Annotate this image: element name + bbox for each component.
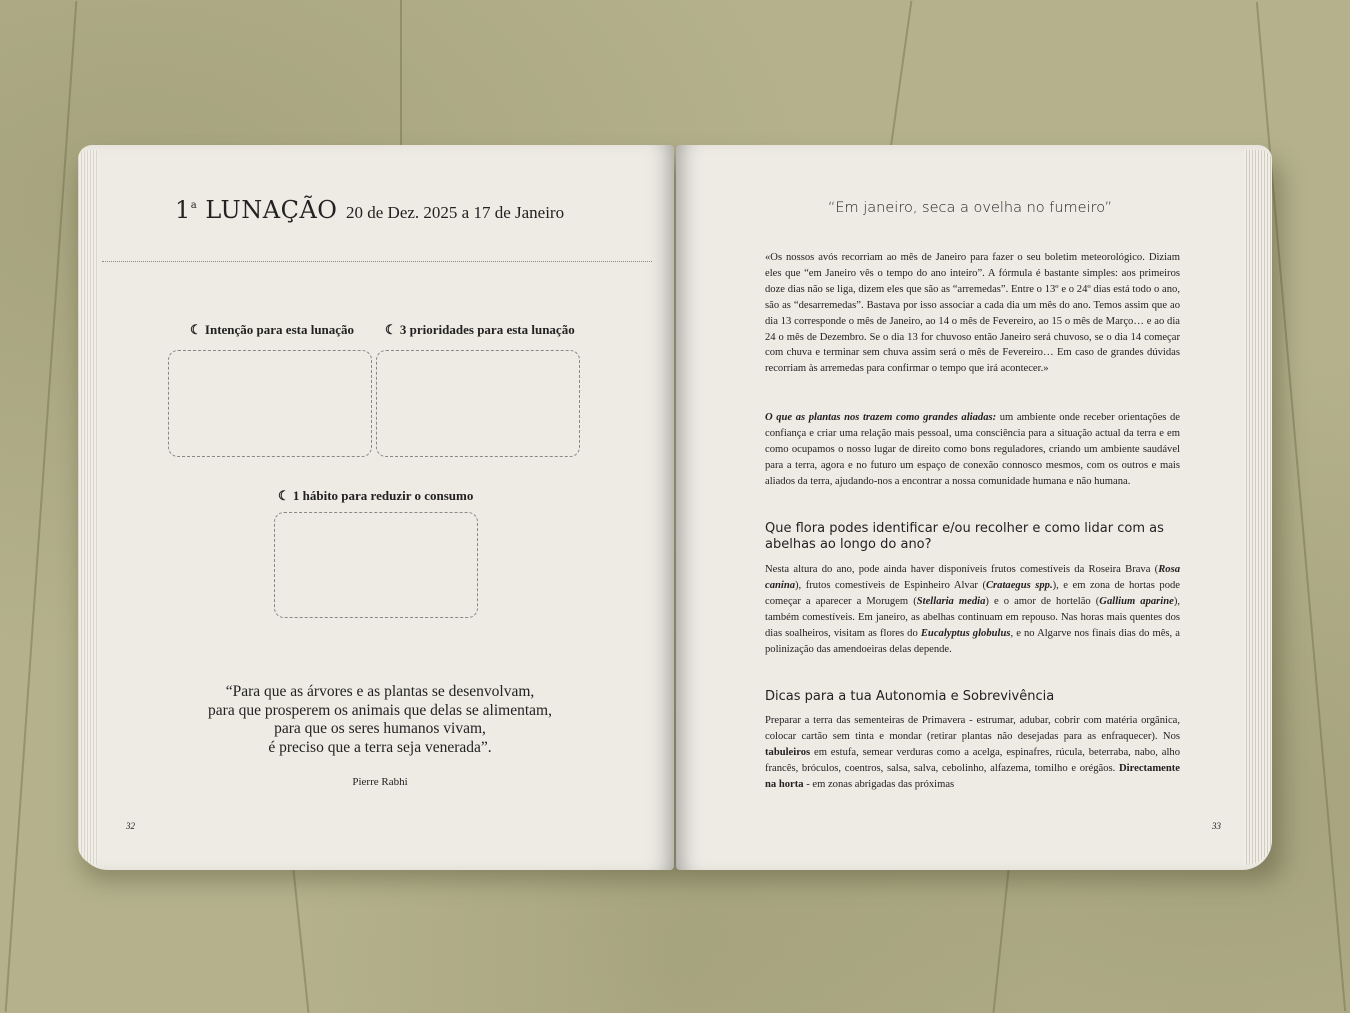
quote-line: é preciso que a terra seja venerada”. [268,738,492,756]
lunation-heading: LUNAÇÃO [205,196,338,224]
emphasis-text: tabuleiros [765,746,811,758]
body-text: ), frutos comestíveis de Espinheiro Alvar ( [795,579,986,591]
page-edges-right [1244,150,1272,865]
subheading-tips: Dicas para a tua Autonomia e Sobrevivência [765,689,1055,704]
paragraph [765,713,1180,793]
paragraph [765,410,1180,490]
paragraph [765,562,1180,657]
emphasis-text: Eucalyptus globulus [920,627,1011,639]
page-edges-left [78,150,98,865]
body-text: um ambiente onde receber orientações de confiança e criar uma relação mais pessoal, uma consciência para a situação actual da terra e em como ocupamos o nosso lugar de direito como bons reguladores, criando um ambiente saudável para a terra, agora e no futuro um espaço de conexão connosco mesmos, com os outros e mais aliados da terra, ajudando-nos a encontrar a nossa comunidade humana e não humana. [765,412,1181,487]
moon-icon: ☾ [190,322,202,337]
emphasis-text: Crataegus spp. [985,579,1053,591]
moon-icon: ☾ [278,488,290,503]
body-text: ), e em zona de hortas pode começar a aparecer a Morugem ( [765,579,1180,607]
intention-box[interactable] [168,350,372,457]
prompt-label-priorities [385,322,575,338]
left-page [78,145,674,870]
habit-box[interactable] [274,512,478,618]
body-text: Preparar a terra das sementeiras de Primavera - estrumar, adubar, cobrir com matéria orgânica, colocar cartão sem tinta e mondar (retirar plantas não desejadas para as enfraquecer). Nos [765,715,1180,742]
plant-stem [890,1,913,150]
plant-stem [293,870,310,1012]
subheading-flora: Que flora podes identificar e/ou recolher e como lidar com as abelhas ao longo do ano? [765,521,1164,552]
lunation-number: 1 [175,196,191,224]
quote [150,683,610,757]
page-title [175,196,337,224]
emphasis-text: O que as plantas nos trazem como grandes aliadas: [765,412,997,423]
prompt-label-habit [278,488,473,504]
body-text: - em zonas abrigadas das próximas [803,778,955,790]
prompt-text: Intenção para esta lunação [204,322,355,337]
body-text: Nesta altura do ano, pode ainda haver disponíveis frutos comestíveis da Roseira Brava ( [765,564,1159,575]
body-text: «Os nossos avós recorriam ao mês de Janeiro para fazer o seu boletim meteorológico. Diziam eles que “em Janeiro vês o tempo do ano inteiro”. A fórmula é bastante simples: aos primeiros doze dias não se liga, dizem eles que são as “arremedas”. Entre o 13º e o 24º dias está todo o ano, são as “desarremedas”. Bastava por isso associar a cada dia um mês do ano. Temos assim que ao dia 13 corresponde o mês de Janeiro, ao 14 o mês de Fevereiro, ao 15 o mês de Março… e ao dia 24 o mês de Dezembro. Se o dia 13 for chuvoso então Janeiro será chuvoso, se o dia 14 começar com chuva e terminar sem chuva assim será o mês de Fevereiro… Em caso de grandes dúvidas recorriam às arremedas para confirmar o tempo que irá acontecer.» [765,252,1180,375]
plant-stem [993,870,1010,1012]
prompt-text: 3 prioridades para esta lunação [399,322,575,337]
prompt-label-intention [190,322,354,338]
quote-line: para que os seres humanos vivam, [274,720,486,737]
emphasis-text: Gallium aparine [1099,595,1174,607]
emphasis-text: Stellaria media [916,595,986,607]
moon-icon: ☾ [385,322,397,337]
body-text: ) e o amor de hortelão ( [985,595,1100,607]
quote-author: Pierre Rabhi [352,776,408,788]
date-range: 20 de Dez. 2025 a 17 de Janeiro [346,203,565,222]
quote-line: “Para que as árvores e as plantas se desenvolvam, [225,683,535,700]
paragraph [765,250,1180,377]
proverb-title: “Em janeiro, seca a ovelha no fumeiro” [827,200,1113,216]
priorities-box[interactable] [376,350,580,457]
plant-stem [400,0,402,150]
ordinal-mark: a [190,200,198,211]
body-text: em estufa, semear verduras como a acelga, espinafres, rúcula, beterraba, nabo, alho francês, bróculos, coentros, salsa, salva, cebolinho, alfazema, tomilho e orégãos. [765,746,1180,774]
dotted-divider [102,261,652,262]
plant-stem [5,1,78,1012]
emphasis-text: Rosa canina [765,564,1180,591]
body-text: , e no Algarve nos finais dias do mês, a polinização das amendoeiras delas depende. [765,627,1180,655]
body-text: ), também comestíveis. Em janeiro, as abelhas continuam em repouso. Nas horas mais quentes dos dias soalheiros, visitam as flores do [765,595,1181,639]
page-number-right: 33 [1212,821,1221,831]
quote-line: para que prosperem os animais que delas se alimentam, [208,701,552,719]
emphasis-text: Directamente na horta [765,762,1180,790]
prompt-text: 1 hábito para reduzir o consumo [292,488,474,503]
page-number-left: 32 [126,821,135,831]
